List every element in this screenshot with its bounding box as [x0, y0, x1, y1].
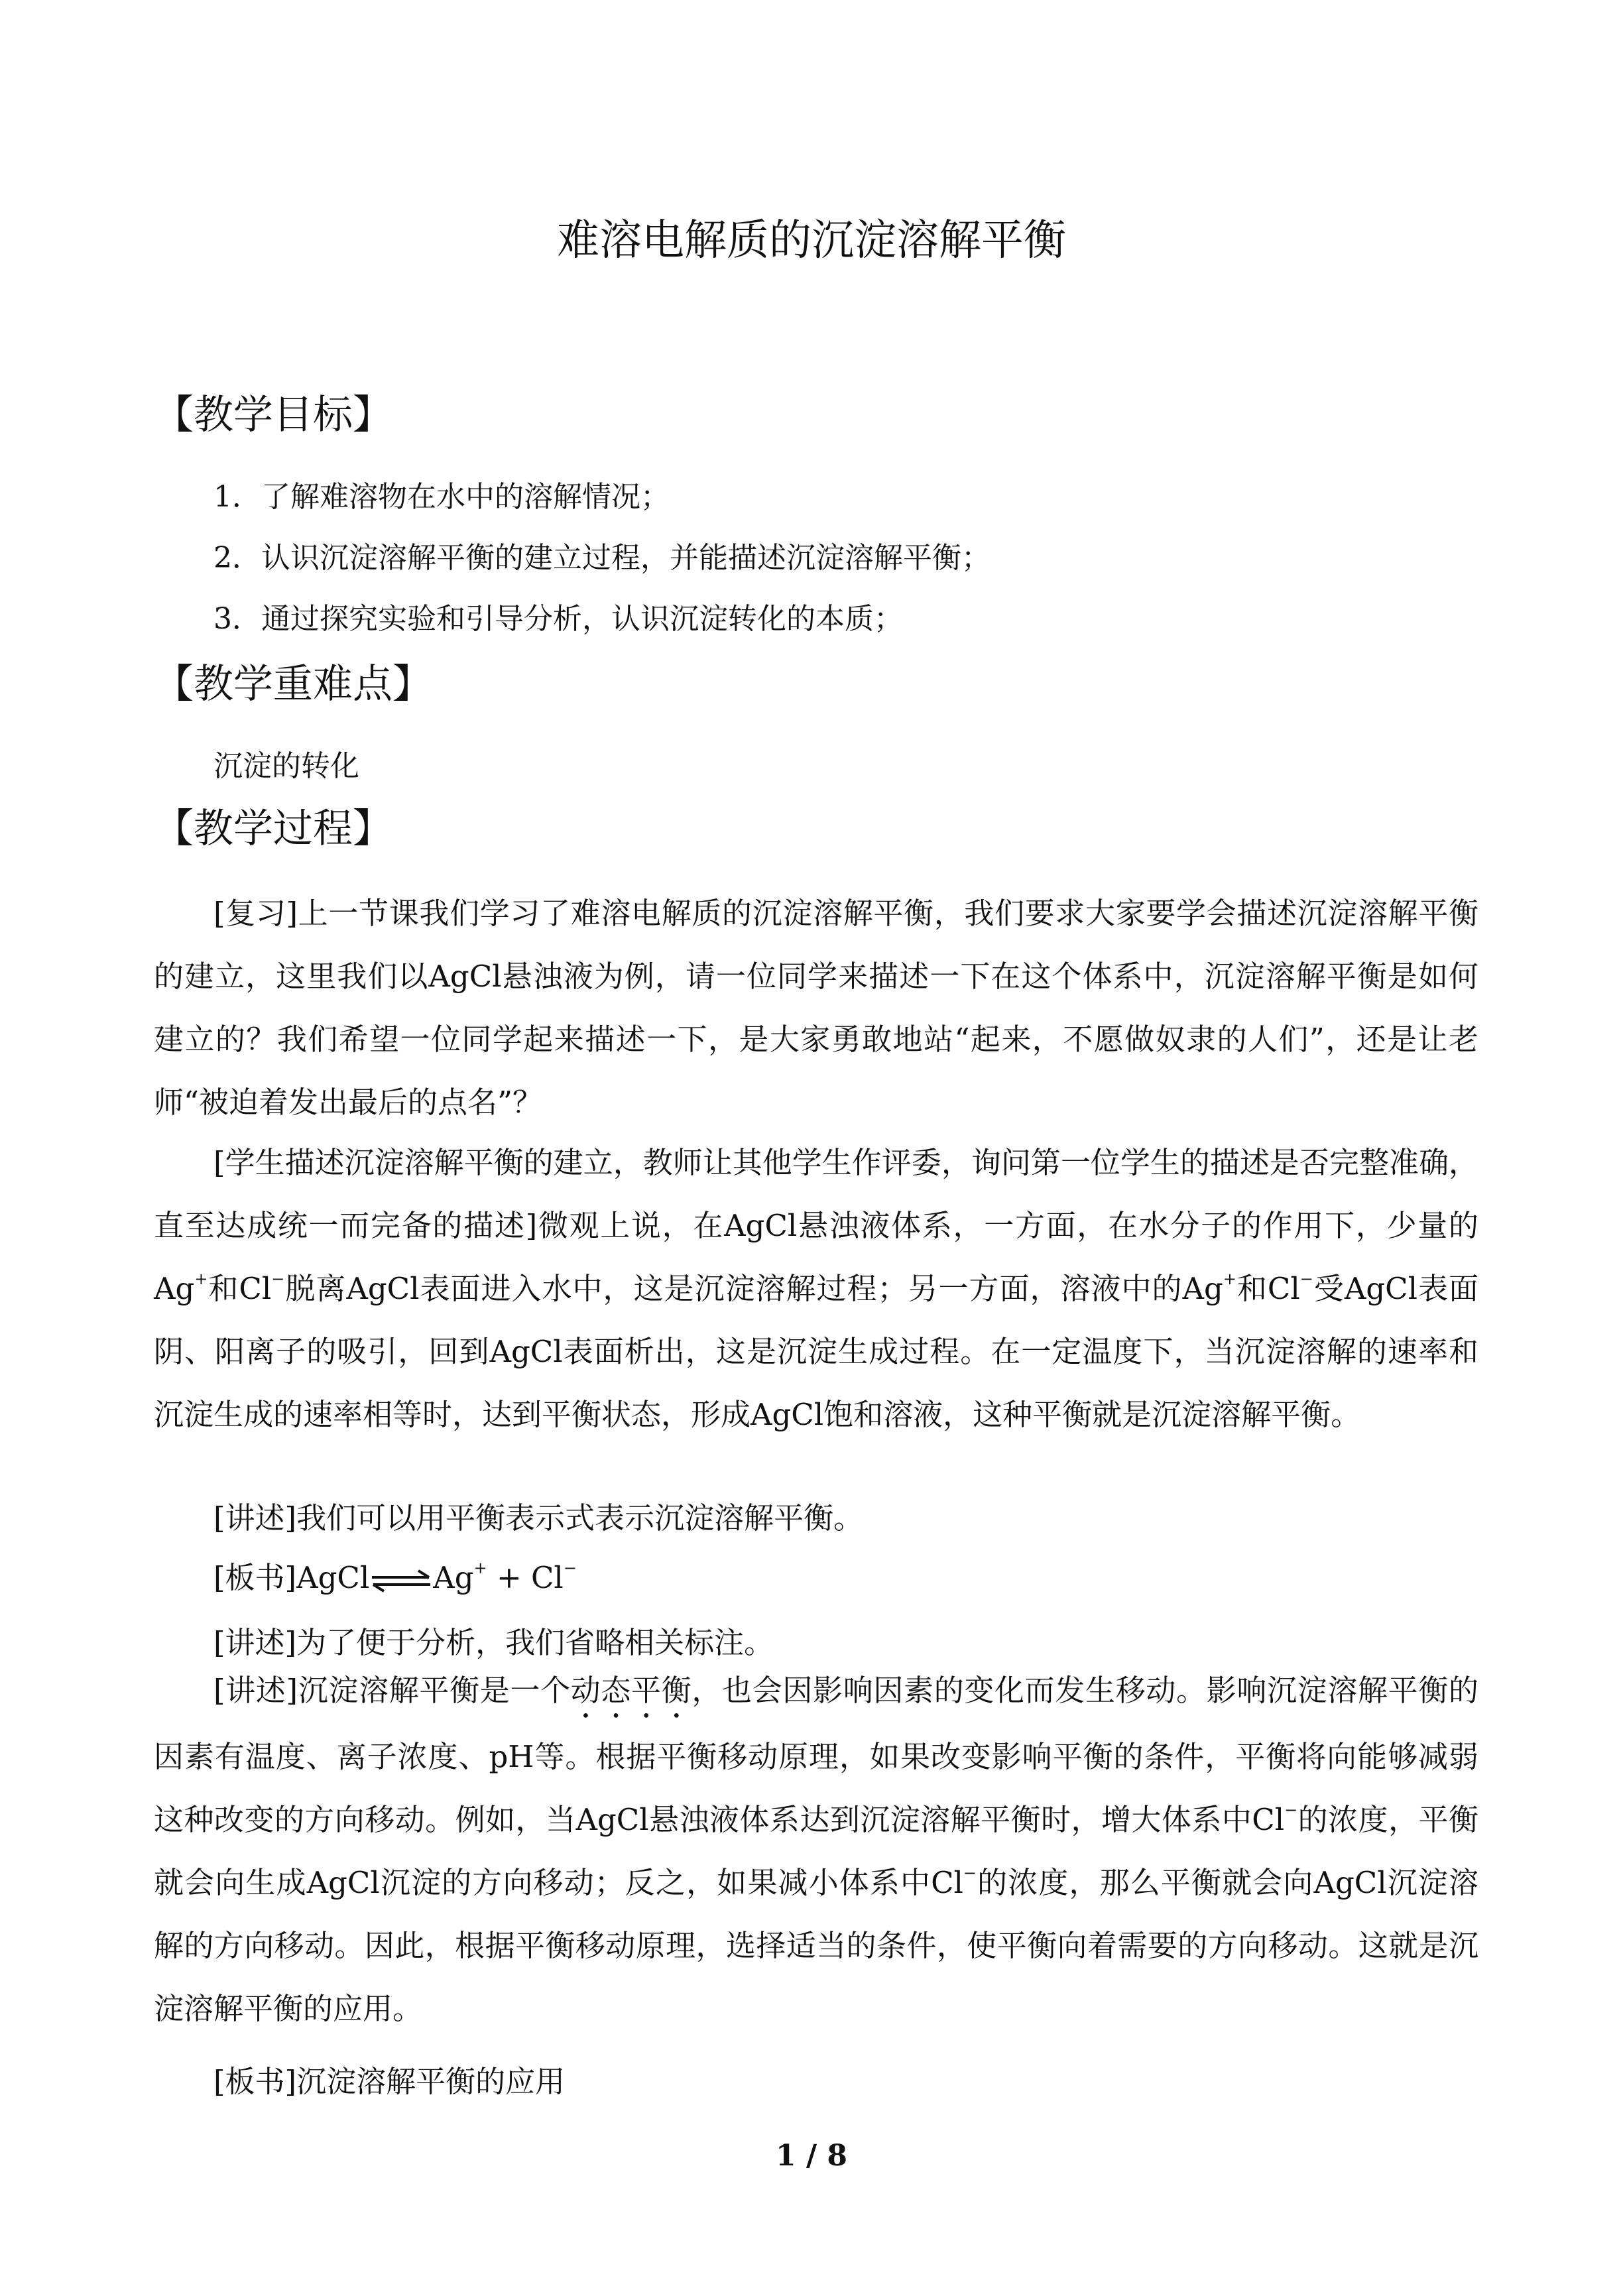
heading-teaching-goals: 【教学目标】: [154, 392, 392, 438]
emphasis-dotted-text: 动态平衡: [570, 1673, 692, 1708]
page-number: 1 / 8: [776, 2139, 847, 2173]
goal-item-2: 2．认识沉淀溶解平衡的建立过程，并能描述沉淀溶解平衡；: [213, 541, 991, 575]
heading-key-points: 【教学重难点】: [154, 661, 432, 707]
line-board-application: [板书]沉淀溶解平衡的应用: [213, 2064, 566, 2099]
goal-item-3: 3．通过探究实验和引导分析，认识沉淀转化的本质；: [213, 602, 903, 636]
equilibrium-arrow-icon: [369, 1567, 433, 1594]
paragraph-student-description: [学生描述沉淀溶解平衡的建立，教师让其他学生作评委，询问第一位学生的描述是否完整准确，直至达成统一而完备的描述]微观上说，在AgCl悬浊液体系，一方面，在水分子的作用下，少量的Ag+和Cl−脱离AgCl表面进入水中，这是沉淀溶解过程；另一方面，溶液中的Ag+和Cl−受AgCl表面阴、阳离子的吸引，回到AgCl表面析出，这是沉淀生成过程。在一定温度下，当沉淀溶解的速率和沉淀生成的速率相等时，达到平衡状态，形成AgCl饱和溶液，这种平衡就是沉淀溶解平衡。: [154, 1145, 1478, 1432]
heading-teaching-process: 【教学过程】: [154, 806, 392, 852]
line-lecture-1: [讲述]我们可以用平衡表示式表示沉淀溶解平衡。: [213, 1500, 864, 1536]
paragraph-dynamic-equilibrium: [讲述]沉淀溶解平衡是一个动态平衡，也会因影响因素的变化而发生移动。影响沉淀溶解平衡的因素有温度、离子浓度、pH等。根据平衡移动原理，如果改变影响平衡的条件，平衡将向能够减弱这种改变的方向移动。例如，当AgCl悬浊液体系达到沉淀溶解平衡时，增大体系中Cl−的浓度，平衡就会向生成AgCl沉淀的方向移动；反之，如果减小体系中Cl−的浓度，那么平衡就会向AgCl沉淀溶解的方向移动。因此，根据平衡移动原理，选择适当的条件，使平衡向着需要的方向移动。这就是沉淀溶解平衡的应用。: [154, 1673, 1478, 2026]
paragraph-review: [复习]上一节课我们学习了难溶电解质的沉淀溶解平衡，我们要求大家要学会描述沉淀溶解平衡的建立，这里我们以AgCl悬浊液为例，请一位同学来描述一下在这个体系中，沉淀溶解平衡是如何建立的？我们希望一位同学起来描述一下，是大家勇敢地站“起来，不愿做奴隶的人们”，还是让老师“被迫着发出最后的点名”？: [154, 896, 1478, 1120]
key-point-text: 沉淀的转化: [213, 749, 359, 783]
line-board-equation: [板书]AgCl Ag+ + Cl−: [213, 1559, 577, 1595]
line-lecture-2: [讲述]为了便于分析，我们省略相关标注。: [213, 1625, 774, 1660]
goal-item-1: 1．了解难溶物在水中的溶解情况；: [213, 480, 670, 514]
page-title: 难溶电解质的沉淀溶解平衡: [557, 216, 1066, 265]
